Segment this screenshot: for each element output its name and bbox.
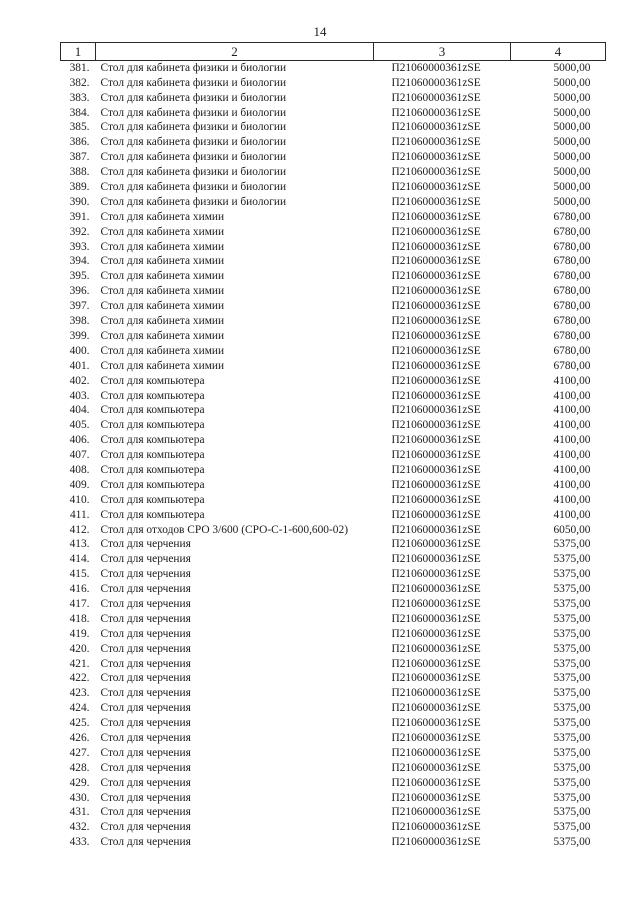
item-price: 6780,00 (553, 240, 591, 253)
row-number: 390. (69, 195, 90, 208)
row-number: 389. (69, 181, 90, 194)
table-row (61, 389, 606, 404)
item-name: Стол для кабинета химии (100, 315, 225, 328)
item-code: П21060000361zSE (391, 553, 481, 566)
row-number: 415. (69, 568, 90, 581)
table-row (61, 627, 606, 642)
item-price: 6050,00 (553, 523, 591, 536)
row-number: 430. (69, 791, 90, 804)
header-row (61, 43, 606, 61)
row-number: 392. (69, 225, 90, 238)
item-price: 5375,00 (553, 761, 591, 774)
item-code: П21060000361zSE (391, 374, 481, 387)
item-name: Стол для кабинета физики и биологии (100, 106, 287, 119)
item-code: П21060000361zSE (391, 106, 481, 119)
row-number: 412. (69, 523, 90, 536)
item-name: Стол для черчения (100, 731, 191, 744)
row-number: 396. (69, 285, 90, 298)
item-name: Стол для кабинета физики и биологии (100, 181, 287, 194)
item-code: П21060000361zSE (391, 538, 481, 551)
item-price: 5000,00 (553, 121, 591, 134)
row-number: 400. (69, 344, 90, 357)
row-number: 397. (69, 300, 90, 313)
item-name: Стол для черчения (100, 597, 191, 610)
item-code: П21060000361zSE (391, 806, 481, 819)
item-price: 5000,00 (553, 91, 591, 104)
table-row (61, 805, 606, 820)
item-code: П21060000361zSE (391, 672, 481, 685)
item-price: 5375,00 (553, 597, 591, 610)
row-number: 425. (69, 717, 90, 730)
item-name: Стол для черчения (100, 612, 191, 625)
table-header (61, 43, 606, 61)
item-price: 6780,00 (553, 300, 591, 313)
item-name: Стол для черчения (100, 672, 191, 685)
item-price: 4100,00 (553, 419, 591, 432)
item-price: 5000,00 (553, 62, 591, 74)
table-row (61, 597, 606, 612)
row-number: 403. (69, 389, 90, 402)
column-header-number: 1 (61, 43, 96, 61)
item-name: Стол для черчения (100, 776, 191, 789)
table-row (61, 329, 606, 344)
row-number: 419. (69, 627, 90, 640)
table-row (61, 91, 606, 106)
item-code: П21060000361zSE (391, 121, 481, 134)
item-price: 5375,00 (553, 687, 591, 700)
item-price: 5375,00 (553, 553, 591, 566)
row-number: 388. (69, 166, 90, 179)
item-code: П21060000361zSE (391, 731, 481, 744)
item-price: 5375,00 (553, 657, 591, 670)
item-code: П21060000361zSE (391, 821, 481, 834)
item-name: Стол для кабинета физики и биологии (100, 91, 287, 104)
item-name: Стол для кабинета химии (100, 270, 225, 283)
item-price: 6780,00 (553, 359, 591, 372)
item-name: Стол для черчения (100, 657, 191, 670)
row-number: 431. (69, 806, 90, 819)
item-price: 4100,00 (553, 493, 591, 506)
item-name: Стол для черчения (100, 583, 191, 596)
table-row (61, 612, 606, 627)
table-row (61, 761, 606, 776)
table-row (61, 523, 606, 538)
item-code: П21060000361zSE (391, 344, 481, 357)
table-row (61, 716, 606, 731)
item-name: Стол для черчения (100, 746, 191, 759)
row-number: 423. (69, 687, 90, 700)
item-code: П21060000361zSE (391, 434, 481, 447)
item-price: 6780,00 (553, 255, 591, 268)
table-row (61, 418, 606, 433)
item-name: Стол для кабинета химии (100, 225, 225, 238)
item-code: П21060000361zSE (391, 210, 481, 223)
item-code: П21060000361zSE (391, 389, 481, 402)
table-row (61, 508, 606, 523)
item-price: 5375,00 (553, 836, 591, 849)
item-price: 4100,00 (553, 434, 591, 447)
row-number: 428. (69, 761, 90, 774)
table-row (61, 135, 606, 150)
table-row (61, 314, 606, 329)
table-row (61, 254, 606, 269)
row-number: 391. (69, 210, 90, 223)
item-name: Стол для черчения (100, 687, 191, 700)
item-name: Стол для кабинета химии (100, 359, 225, 372)
item-name: Стол для кабинета физики и биологии (100, 195, 287, 208)
item-price: 4100,00 (553, 508, 591, 521)
item-name: Стол для кабинета физики и биологии (100, 62, 287, 74)
row-number: 429. (69, 776, 90, 789)
row-number: 417. (69, 597, 90, 610)
item-code: П21060000361zSE (391, 627, 481, 640)
table-row (61, 240, 606, 255)
item-code: П21060000361zSE (391, 493, 481, 506)
item-name: Стол для кабинета химии (100, 300, 225, 313)
item-name: Стол для компьютера (100, 374, 205, 387)
item-code: П21060000361zSE (391, 478, 481, 491)
row-number: 404. (69, 404, 90, 417)
item-price: 5375,00 (553, 717, 591, 730)
item-price: 5000,00 (553, 151, 591, 164)
table-row (61, 493, 606, 508)
item-price: 5000,00 (553, 181, 591, 194)
item-code: П21060000361zSE (391, 463, 481, 476)
table-row (61, 433, 606, 448)
row-number: 401. (69, 359, 90, 372)
page-number: 14 (313, 24, 327, 39)
item-code: П21060000361zSE (391, 568, 481, 581)
item-name: Стол для компьютера (100, 389, 205, 402)
item-code: П21060000361zSE (391, 166, 481, 179)
item-name: Стол для компьютера (100, 419, 205, 432)
item-code: П21060000361zSE (391, 240, 481, 253)
table-row (61, 284, 606, 299)
table-row (61, 269, 606, 284)
item-name: Стол для кабинета химии (100, 255, 225, 268)
row-number: 433. (69, 836, 90, 849)
item-code: П21060000361zSE (391, 508, 481, 521)
item-price: 6780,00 (553, 315, 591, 328)
item-code: П21060000361zSE (391, 597, 481, 610)
item-price: 4100,00 (553, 463, 591, 476)
item-price: 6780,00 (553, 225, 591, 238)
item-name: Стол для компьютера (100, 449, 205, 462)
table-row (61, 61, 606, 76)
item-name: Стол для черчения (100, 642, 191, 655)
item-name: Стол для черчения (100, 538, 191, 551)
item-price: 6780,00 (553, 285, 591, 298)
item-price: 5000,00 (553, 76, 591, 89)
item-price: 5375,00 (553, 746, 591, 759)
row-number: 384. (69, 106, 90, 119)
item-price: 5375,00 (553, 731, 591, 744)
table-row (61, 582, 606, 597)
row-number: 393. (69, 240, 90, 253)
row-number: 399. (69, 329, 90, 342)
table-row (61, 478, 606, 493)
row-number: 406. (69, 434, 90, 447)
table-row (61, 820, 606, 835)
item-name: Стол для отходов СРО 3/600 (СРО-С-1-600,600-02) (100, 523, 348, 536)
table-row (61, 76, 606, 91)
table-row (61, 642, 606, 657)
table-row (61, 210, 606, 225)
table-row (61, 299, 606, 314)
row-number: 402. (69, 374, 90, 387)
item-price: 5375,00 (553, 672, 591, 685)
row-number: 432. (69, 821, 90, 834)
item-code: П21060000361zSE (391, 657, 481, 670)
item-price: 5375,00 (553, 806, 591, 819)
item-code: П21060000361zSE (391, 255, 481, 268)
item-code: П21060000361zSE (391, 761, 481, 774)
item-name: Стол для компьютера (100, 478, 205, 491)
item-code: П21060000361zSE (391, 449, 481, 462)
item-name: Стол для черчения (100, 791, 191, 804)
table-row (61, 552, 606, 567)
item-code: П21060000361zSE (391, 151, 481, 164)
row-number: 407. (69, 449, 90, 462)
row-number: 410. (69, 493, 90, 506)
table-row (61, 225, 606, 240)
item-name: Стол для черчения (100, 627, 191, 640)
row-number: 394. (69, 255, 90, 268)
item-price: 5000,00 (553, 166, 591, 179)
row-number: 416. (69, 583, 90, 596)
item-name: Стол для черчения (100, 806, 191, 819)
item-name: Стол для кабинета химии (100, 240, 225, 253)
item-name: Стол для черчения (100, 821, 191, 834)
item-code: П21060000361zSE (391, 717, 481, 730)
item-price: 4100,00 (553, 404, 591, 417)
item-price: 4100,00 (553, 374, 591, 387)
item-code: П21060000361zSE (391, 136, 481, 149)
item-code: П21060000361zSE (391, 746, 481, 759)
row-number: 427. (69, 746, 90, 759)
item-price: 5375,00 (553, 612, 591, 625)
inventory-table (60, 42, 606, 850)
item-code: П21060000361zSE (391, 612, 481, 625)
table-row (61, 359, 606, 374)
item-name: Стол для компьютера (100, 493, 205, 506)
row-number: 381. (69, 62, 90, 74)
row-number: 414. (69, 553, 90, 566)
table-row (61, 746, 606, 761)
table-row (61, 403, 606, 418)
row-number: 405. (69, 419, 90, 432)
row-number: 385. (69, 121, 90, 134)
item-price: 5375,00 (553, 642, 591, 655)
row-number: 383. (69, 91, 90, 104)
item-name: Стол для кабинета физики и биологии (100, 121, 287, 134)
item-price: 6780,00 (553, 270, 591, 283)
table-row (61, 791, 606, 806)
row-number: 395. (69, 270, 90, 283)
row-number: 382. (69, 76, 90, 89)
item-name: Стол для кабинета физики и биологии (100, 151, 287, 164)
table-row (61, 776, 606, 791)
item-code: П21060000361zSE (391, 687, 481, 700)
item-price: 4100,00 (553, 478, 591, 491)
item-name: Стол для черчения (100, 717, 191, 730)
item-name: Стол для кабинета физики и биологии (100, 166, 287, 179)
item-price: 5375,00 (553, 776, 591, 789)
table-row (61, 701, 606, 716)
row-number: 422. (69, 672, 90, 685)
table-row (61, 150, 606, 165)
item-price: 5000,00 (553, 136, 591, 149)
item-price: 5000,00 (553, 195, 591, 208)
item-name: Стол для кабинета физики и биологии (100, 136, 287, 149)
item-name: Стол для черчения (100, 761, 191, 774)
item-code: П21060000361zSE (391, 315, 481, 328)
table-row (61, 106, 606, 121)
item-code: П21060000361zSE (391, 181, 481, 194)
item-name: Стол для компьютера (100, 463, 205, 476)
item-code: П21060000361zSE (391, 642, 481, 655)
item-code: П21060000361zSE (391, 523, 481, 536)
row-number: 420. (69, 642, 90, 655)
item-name: Стол для черчения (100, 553, 191, 566)
item-price: 5375,00 (553, 538, 591, 551)
item-price: 5375,00 (553, 702, 591, 715)
row-number: 411. (69, 508, 90, 521)
row-number: 398. (69, 315, 90, 328)
item-price: 6780,00 (553, 329, 591, 342)
item-code: П21060000361zSE (391, 300, 481, 313)
row-number: 409. (69, 478, 90, 491)
row-number: 424. (69, 702, 90, 715)
table-row (61, 120, 606, 135)
item-name: Стол для кабинета химии (100, 210, 225, 223)
item-code: П21060000361zSE (391, 791, 481, 804)
item-code: П21060000361zSE (391, 285, 481, 298)
row-number: 408. (69, 463, 90, 476)
item-name: Стол для черчения (100, 836, 191, 849)
item-code: П21060000361zSE (391, 776, 481, 789)
item-name: Стол для кабинета химии (100, 285, 225, 298)
item-code: П21060000361zSE (391, 583, 481, 596)
item-price: 4100,00 (553, 389, 591, 402)
table-row (61, 463, 606, 478)
item-code: П21060000361zSE (391, 270, 481, 283)
table-row (61, 374, 606, 389)
table-row (61, 686, 606, 701)
table-row (61, 567, 606, 582)
item-name: Стол для компьютера (100, 434, 205, 447)
table-row (61, 448, 606, 463)
column-header-code: 3 (374, 43, 511, 61)
item-code: П21060000361zSE (391, 62, 481, 74)
item-code: П21060000361zSE (391, 702, 481, 715)
row-number: 421. (69, 657, 90, 670)
table-row (61, 195, 606, 210)
item-price: 5375,00 (553, 627, 591, 640)
table-row (61, 731, 606, 746)
item-price: 5000,00 (553, 106, 591, 119)
item-name: Стол для компьютера (100, 404, 205, 417)
item-price: 6780,00 (553, 210, 591, 223)
item-code: П21060000361zSE (391, 329, 481, 342)
item-code: П21060000361zSE (391, 225, 481, 238)
item-name: Стол для черчения (100, 568, 191, 581)
item-price: 5375,00 (553, 583, 591, 596)
item-price: 5375,00 (553, 821, 591, 834)
row-number: 413. (69, 538, 90, 551)
item-code: П21060000361zSE (391, 419, 481, 432)
table-row (61, 180, 606, 195)
item-code: П21060000361zSE (391, 359, 481, 372)
table-body (61, 61, 606, 851)
item-price: 5375,00 (553, 568, 591, 581)
row-number: 386. (69, 136, 90, 149)
item-code: П21060000361zSE (391, 91, 481, 104)
table-row (61, 671, 606, 686)
item-name: Стол для черчения (100, 702, 191, 715)
row-number: 426. (69, 731, 90, 744)
item-code: П21060000361zSE (391, 404, 481, 417)
item-code: П21060000361zSE (391, 195, 481, 208)
item-price: 5375,00 (553, 791, 591, 804)
row-number: 387. (69, 151, 90, 164)
column-header-price: 4 (511, 43, 606, 61)
item-price: 6780,00 (553, 344, 591, 357)
row-number: 418. (69, 612, 90, 625)
table-row (61, 165, 606, 180)
item-code: П21060000361zSE (391, 76, 481, 89)
item-code: П21060000361zSE (391, 836, 481, 849)
item-name: Стол для кабинета химии (100, 344, 225, 357)
table-row (61, 835, 606, 850)
item-name: Стол для кабинета физики и биологии (100, 76, 287, 89)
column-header-name: 2 (96, 43, 374, 61)
table-row (61, 657, 606, 672)
table-row (61, 344, 606, 359)
item-price: 4100,00 (553, 449, 591, 462)
table-row (61, 537, 606, 552)
item-name: Стол для кабинета химии (100, 329, 225, 342)
item-name: Стол для компьютера (100, 508, 205, 521)
